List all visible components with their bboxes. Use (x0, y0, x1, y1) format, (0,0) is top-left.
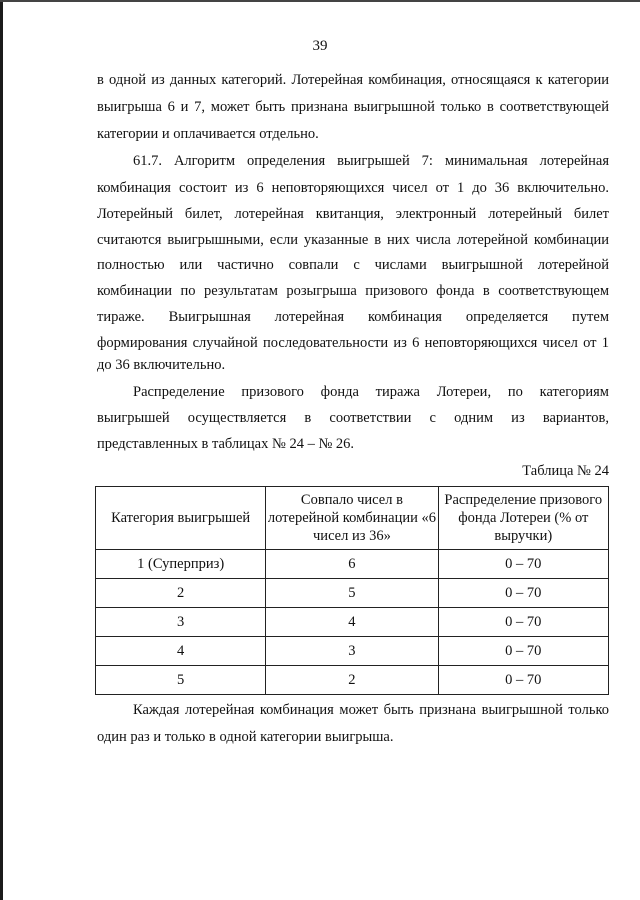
cell-category: 1 (Суперприз) (96, 550, 266, 579)
cell-distribution: 0 – 70 (438, 550, 608, 579)
scan-edge-left (0, 0, 3, 900)
scan-edge-top (0, 0, 640, 2)
paragraph-2-line-7: тираже. Выигрышная лотерейная комбинация определяется путем (97, 309, 609, 325)
page-number: 39 (312, 38, 328, 54)
table-row (96, 608, 609, 637)
table-row (96, 579, 609, 608)
cell-matched: 6 (266, 550, 438, 579)
paragraph-1-line-3: категории и оплачивается отдельно. (97, 126, 319, 142)
table-caption: Таблица № 24 (522, 463, 609, 479)
paragraph-2-line-1: 61.7. Алгоритм определения выигрышей 7: минимальная лотерейная (133, 153, 609, 169)
paragraph-4-line-1: Каждая лотерейная комбинация может быть признана выигрышной только (133, 702, 609, 718)
paragraph-2-line-8: формирования случайной последовательности из 6 неповторяющихся чисел от 1 (97, 335, 609, 351)
paragraph-2-line-5: полностью или частично совпали с числами выигрышной лотерейной (97, 257, 609, 273)
paragraph-3-line-3: представленных в таблицах № 24 – № 26. (97, 436, 355, 452)
paragraph-2-line-2: комбинация состоит из 6 неповторяющихся чисел от 1 до 36 включительно. (97, 180, 609, 196)
cell-matched: 4 (266, 608, 438, 637)
cell-matched: 2 (266, 666, 438, 695)
header-category: Категория выигрышей (96, 487, 266, 550)
cell-distribution: 0 – 70 (438, 637, 608, 666)
table-row (96, 666, 609, 695)
paragraph-4-line-2: один раз и только в одной категории выигрыша. (97, 729, 394, 745)
cell-category: 5 (96, 666, 266, 695)
cell-distribution: 0 – 70 (438, 579, 608, 608)
prize-distribution-table (95, 486, 609, 695)
cell-category: 3 (96, 608, 266, 637)
cell-matched: 5 (266, 579, 438, 608)
cell-distribution: 0 – 70 (438, 608, 608, 637)
paragraph-1-line-1: в одной из данных категорий. Лотерейная комбинация, относящаяся к категории (97, 72, 609, 88)
table-row (96, 550, 609, 579)
paragraph-3-line-1: Распределение призового фонда тиража Лотереи, по категориям (133, 384, 609, 400)
paragraph-2-line-9: до 36 включительно. (97, 357, 226, 373)
paragraph-2-line-3: Лотерейный билет, лотерейная квитанция, электронный лотерейный билет (97, 206, 609, 222)
header-prize-distribution: Распределение призового фонда Лотереи (% от выручки) (438, 487, 608, 550)
header-matched-numbers: Совпало чисел в лотерейной комбинации «6 чисел из 36» (266, 487, 438, 550)
paragraph-1-line-2: выигрыша 6 и 7, может быть признана выигрышной только в соответствующей (97, 99, 609, 115)
paragraph-2-line-6: комбинации по результатам розыгрыша призового фонда в соответствующем (97, 283, 609, 299)
table-header-row (96, 487, 609, 550)
table-row (96, 637, 609, 666)
paragraph-3-line-2: выигрышей осуществляется в соответствии с одним из вариантов, (97, 410, 609, 426)
cell-matched: 3 (266, 637, 438, 666)
paragraph-2-line-4: считаются выигрышными, если указанные в них числа лотерейной комбинации (97, 232, 609, 248)
cell-distribution: 0 – 70 (438, 666, 608, 695)
cell-category: 4 (96, 637, 266, 666)
cell-category: 2 (96, 579, 266, 608)
